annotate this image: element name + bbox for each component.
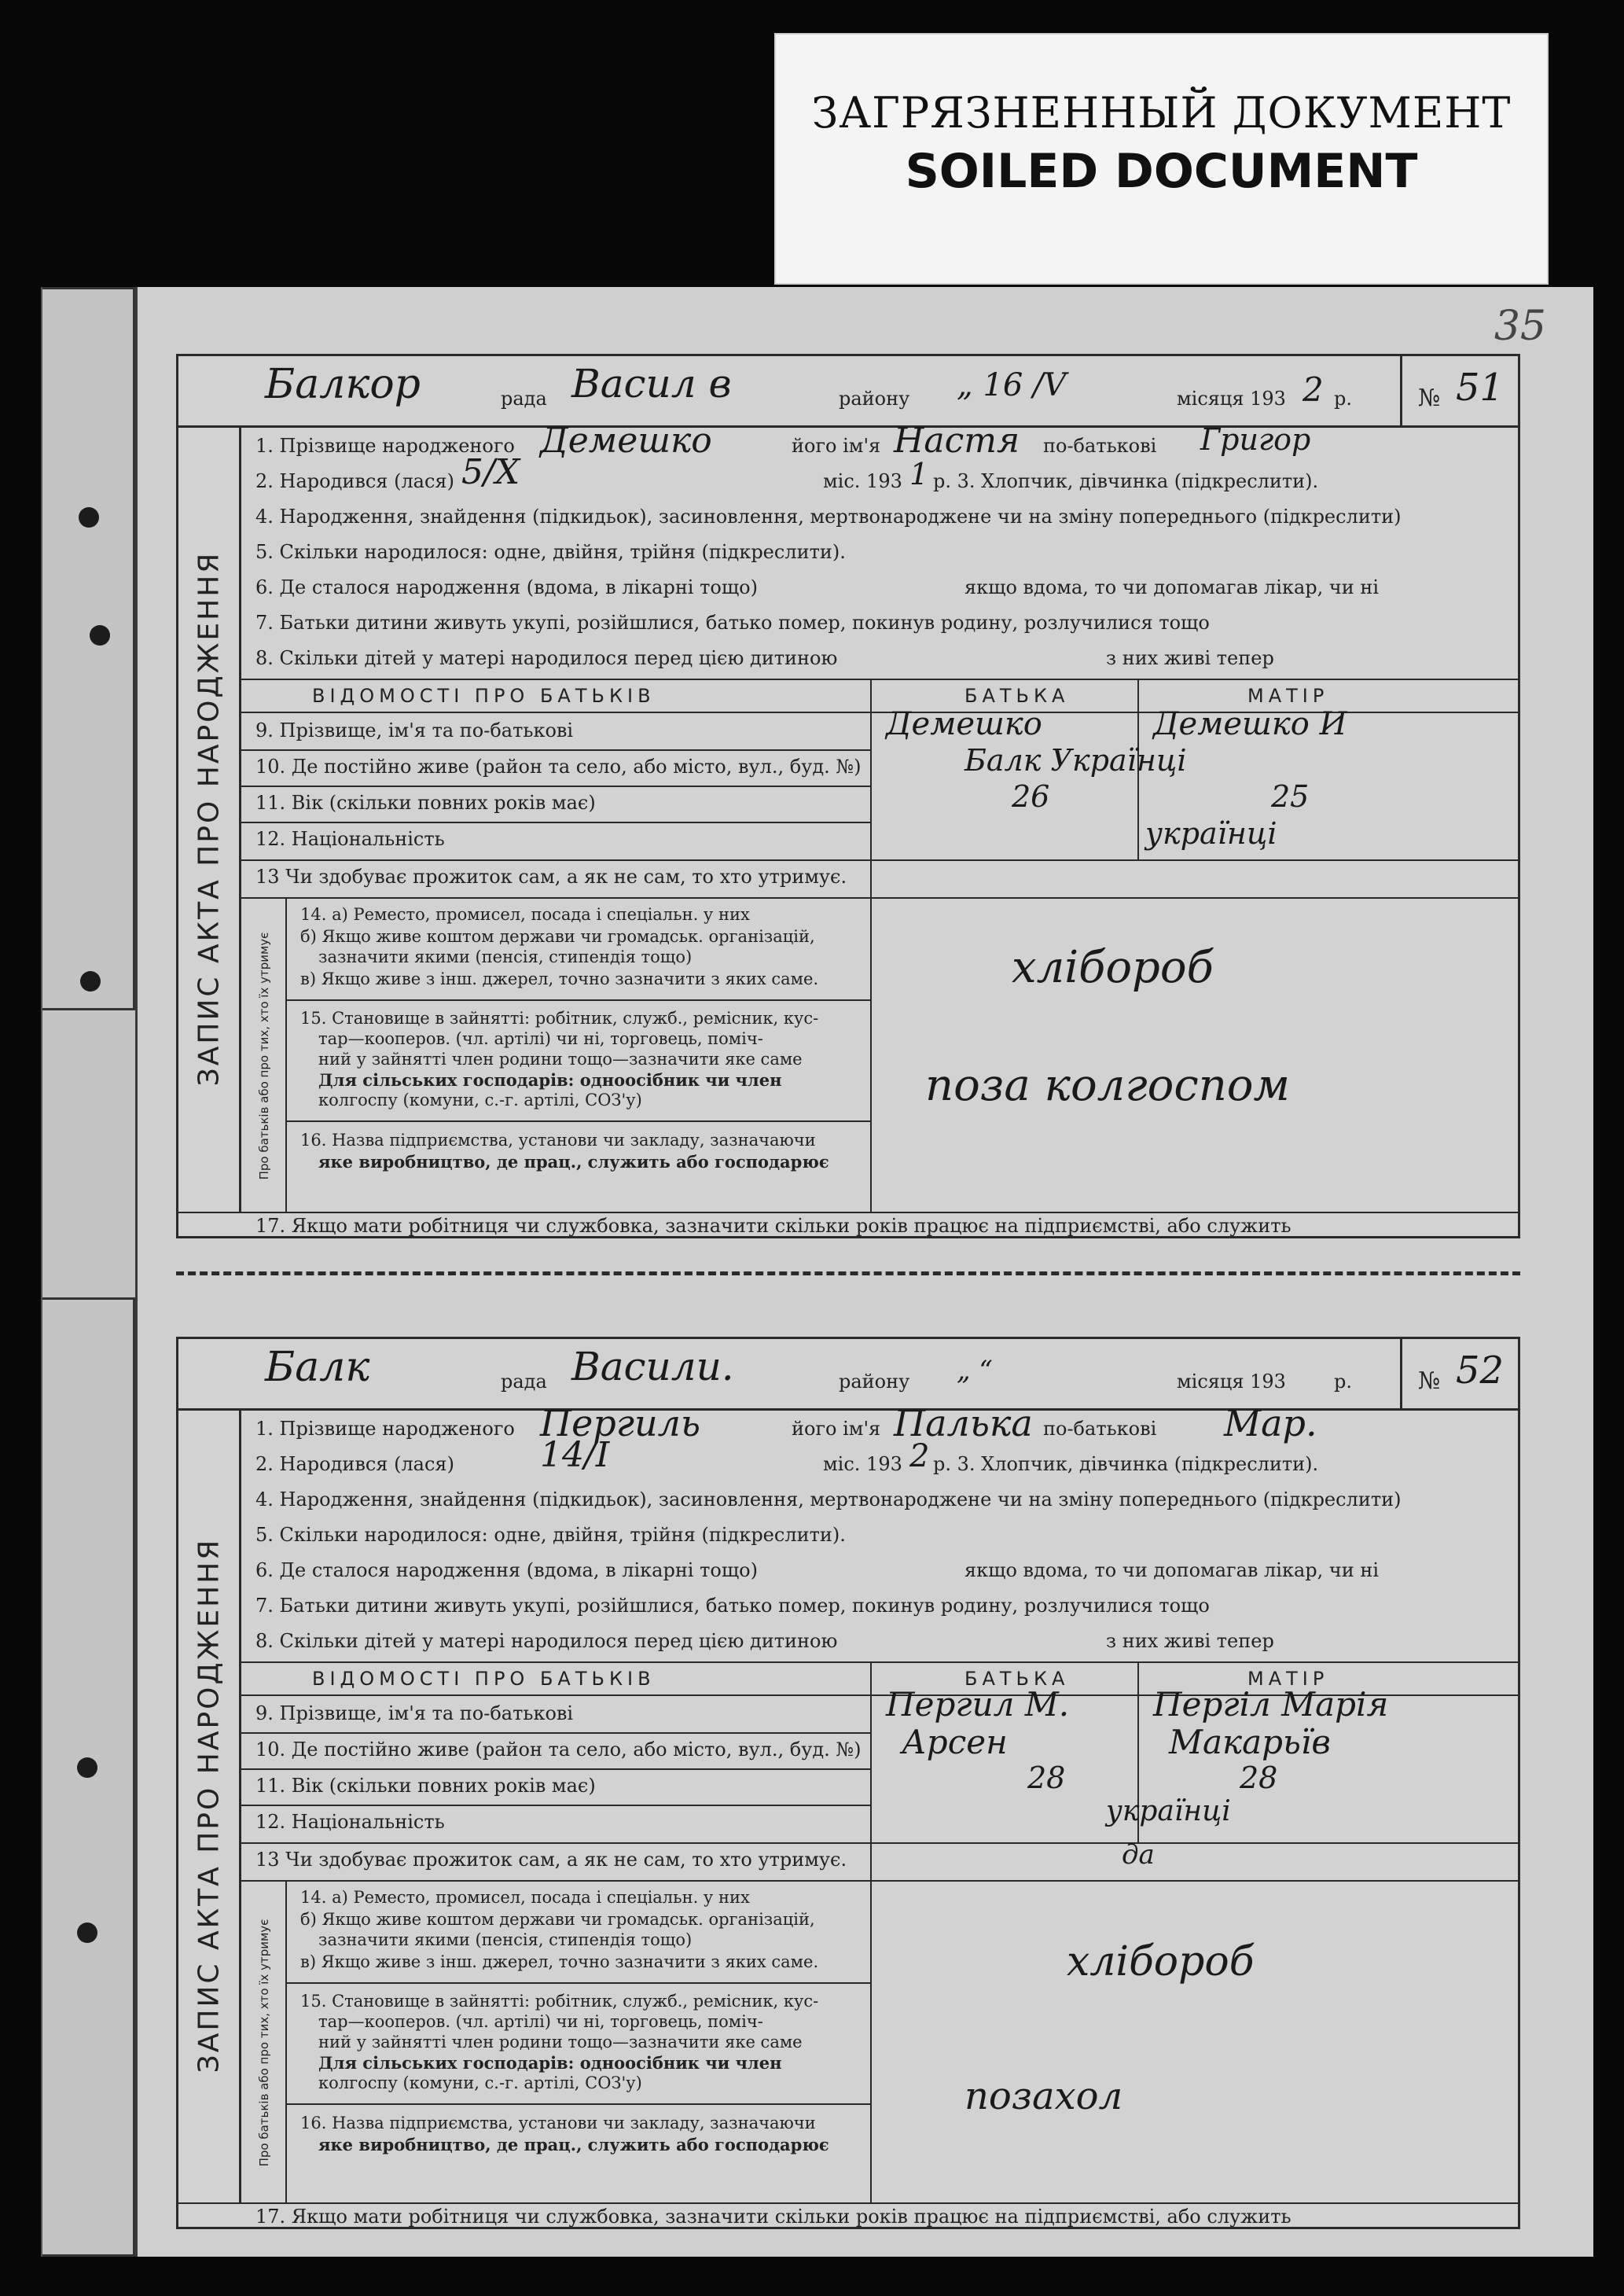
mother-age: 28 [1240, 1761, 1278, 1795]
child-patronymic: Мар. [1224, 1402, 1317, 1444]
page-number: 35 [1494, 303, 1546, 350]
rule [178, 2202, 1518, 2204]
mother-header: МАТІР [1247, 685, 1329, 707]
field-6-label: 6. Де сталося народження (вдома, в лікарні тощо) [255, 576, 758, 598]
rule [241, 897, 1518, 899]
punch-hole [77, 1757, 97, 1778]
record-number: 51 [1456, 366, 1505, 410]
date-value: „ 16 /V [957, 367, 1067, 403]
father-header: БАТЬКА [964, 685, 1070, 707]
employment-status: поза колгоспом [925, 1060, 1290, 1111]
document-page [41, 287, 1593, 2257]
record-number-box [1400, 356, 1518, 425]
field-8b-label: з них живі тепер [1106, 1630, 1274, 1652]
field-12-label: 12. Національність [255, 1811, 445, 1833]
rule [241, 749, 870, 751]
field-15a-label: 15. Становище в зайнятті: робітник, служб., ремісник, кус- [300, 1009, 819, 1028]
punch-hole [79, 507, 99, 528]
column-rule [870, 679, 872, 1212]
field-5-label: 5. Скільки народилося: одне, двійня, трійня (підкреслити). [255, 1524, 846, 1546]
field-1-label: 1. Прізвище народженого [255, 1418, 515, 1440]
field-15b-label: тар—кооперов. (чл. артілі) чи ні, торговець, поміч- [318, 1029, 763, 1048]
field-16a-label: 16. Назва підприємства, установи чи закладу, зазначаючи [300, 1131, 816, 1150]
field-1-patronymic-label: по-батькові [1043, 1418, 1157, 1440]
rule [285, 999, 870, 1001]
spine-box-top [42, 287, 135, 1010]
year-r-label: р. [1334, 1371, 1352, 1393]
record-number: 52 [1456, 1349, 1505, 1393]
field-14c-label: в) Якщо живе з інш. джерел, точно зазначити з яких саме. [300, 1952, 819, 1971]
field-16b-label: яке виробництво, де прац., служить або господарює [318, 1152, 829, 1172]
rada-value: Балкор [265, 361, 421, 408]
field-8b-label: з них живі тепер [1106, 647, 1274, 669]
rule [241, 1732, 870, 1734]
month-label: місяця 193 [1177, 388, 1286, 410]
stamp-english: SOILED DOCUMENT [905, 144, 1418, 199]
field-6b-label: якщо вдома, то чи допомагав лікар, чи ні [964, 576, 1380, 598]
field-7-label: 7. Батьки дитини живуть укупі, розійшлися, батько помер, покинув родину, розлучилися тощо [255, 612, 1210, 634]
rule [285, 1120, 870, 1122]
parents-header: ВІДОМОСТІ ПРО БАТЬКІВ [312, 685, 656, 707]
rule [241, 822, 870, 823]
binding-spine [42, 287, 138, 2257]
parents-header: ВІДОМОСТІ ПРО БАТЬКІВ [312, 1668, 656, 1690]
rule [285, 1982, 870, 1984]
rada-value: Балк [265, 1344, 370, 1391]
field-8-label: 8. Скільки дітей у матері народилося перед цією дитиною [255, 1630, 838, 1652]
field-14a-label: 14. а) Реместо, промисел, посада і спеціальн. у них [300, 905, 750, 924]
mother-age: 25 [1271, 779, 1310, 814]
birth-record-52 [176, 1337, 1520, 2229]
mother-name: Демешко И [1153, 706, 1347, 742]
field-17-label: 17. Якщо мати робітниця чи службовка, зазначити скільки років працює на підприємстві, або служить [255, 1215, 1291, 1237]
nationality: українці [1145, 816, 1277, 851]
field-15d-label: Для сільських господарів: одноосібник чи член [318, 2053, 782, 2073]
field-8-label: 8. Скільки дітей у матері народилося перед цією дитиною [255, 647, 838, 669]
side-title-panel [178, 1408, 241, 2202]
rule [241, 859, 1518, 861]
rule [178, 1212, 1518, 1213]
field-10-label: 10. Де постійно живе (район та село, або місто, вул., буд. №) [255, 1739, 862, 1761]
punch-hole [80, 971, 101, 992]
field-16a-label: 16. Назва підприємства, установи чи закладу, зазначаючи [300, 2114, 816, 2132]
father-name: Демешко [886, 706, 1042, 742]
field-14a-label: 14. а) Реместо, промисел, посада і спеціальн. у них [300, 1888, 750, 1907]
rayon-prefix: Васили. [571, 1344, 734, 1389]
field-11-label: 11. Вік (скільки повних років має) [255, 792, 596, 814]
mother-name: Пергіл Марія [1153, 1685, 1389, 1724]
field-14b2-label: зазначити якими (пенсія, стипендія тощо) [318, 947, 693, 966]
rule [241, 1768, 870, 1770]
year-digit: 2 [1303, 370, 1324, 409]
child-surname: Пергиль [540, 1402, 700, 1444]
field-14b-label: б) Якщо живе коштом держави чи громадськ. організацій, [300, 1910, 815, 1929]
residence: Балк Українці [964, 743, 1187, 778]
number-sign: № [1418, 1367, 1441, 1395]
occupation: хлібороб [1012, 942, 1214, 993]
rule [241, 1805, 870, 1806]
child-name: Палька [894, 1402, 1033, 1444]
number-sign: № [1418, 385, 1441, 412]
parents-subpanel-title: Про батьків або про тих, хто їх утримує [257, 1919, 271, 2167]
rule [241, 1661, 1518, 1663]
father-age: 28 [1027, 1761, 1066, 1795]
field-15b-label: тар—кооперов. (чл. артілі) чи ні, торговець, поміч- [318, 2012, 763, 2031]
field-5-label: 5. Скільки народилося: одне, двійня, трійня (підкреслити). [255, 541, 846, 563]
field-13-label: 13 Чи здобуває прожиток сам, а як не сам, то хто утримує. [255, 1849, 847, 1871]
child-name: Настя [894, 421, 1020, 461]
field-2-label: 2. Народився (лася) [255, 1453, 454, 1475]
field-15e-label: колгоспу (комуни, с.-г. артілі, СОЗ'у) [318, 2073, 642, 2092]
field-15c-label: ний у зайнятті член родини тощо—зазначити яке саме [318, 1050, 803, 1069]
mother-residence: Макарьїв [1169, 1723, 1331, 1761]
rada-label: рада [501, 1371, 547, 1393]
rule [241, 1842, 1518, 1844]
father-name: Пергил М. [886, 1685, 1070, 1724]
birth-year-digit: 2 [909, 1438, 930, 1474]
field-4-label: 4. Народження, знайдення (підкидьок), засиновлення, мертвонароджене чи на зміну попереднього (підкреслити) [255, 506, 1402, 528]
field-2-year-label: міс. 193 [823, 470, 902, 492]
field-4-label: 4. Народження, знайдення (підкидьок), засиновлення, мертвонароджене чи на зміну попереднього (підкреслити) [255, 1488, 1402, 1510]
rule [285, 2103, 870, 2105]
field-12-label: 12. Національність [255, 828, 445, 850]
rada-label: рада [501, 388, 547, 410]
child-surname: Демешко [540, 421, 712, 461]
nationality: українці [1106, 1795, 1231, 1827]
field-15c-label: ний у зайнятті член родини тощо—зазначити яке саме [318, 2033, 803, 2051]
field-9-label: 9. Прізвище, ім'я та по-батькові [255, 719, 574, 741]
record-separator [176, 1271, 1520, 1275]
field-3-label: р. 3. Хлопчик, дівчинка (підкреслити). [933, 1453, 1319, 1475]
field-16b-label: яке виробництво, де прац., служить або господарює [318, 2135, 829, 2154]
rayon-label: району [839, 388, 910, 410]
field-2-label: 2. Народився (лася) [255, 470, 454, 492]
column-rule [870, 1661, 872, 2202]
punch-hole [90, 625, 110, 646]
birth-year-digit: 1 [909, 457, 929, 491]
side-title: ЗАПИС АКТА ПРО НАРОДЖЕННЯ [193, 1537, 225, 2073]
field-11-label: 11. Вік (скільки повних років має) [255, 1775, 596, 1797]
child-patronymic: Григор [1200, 422, 1311, 457]
field-14b2-label: зазначити якими (пенсія, стипендія тощо) [318, 1930, 693, 1949]
field-14b-label: б) Якщо живе коштом держави чи громадськ. організацій, [300, 927, 815, 946]
rule [241, 1880, 1518, 1882]
rayon-label: району [839, 1371, 910, 1393]
side-title-panel [178, 425, 241, 1212]
father-header: БАТЬКА [964, 1668, 1070, 1690]
month-label: місяця 193 [1177, 1371, 1286, 1393]
soiled-document-label [774, 33, 1549, 285]
record-number-box [1400, 1339, 1518, 1408]
field-1-patronymic-label: по-батькові [1043, 435, 1157, 457]
field-1-name-label: його ім'я [792, 435, 881, 457]
rayon-prefix: Васил в [571, 361, 732, 407]
field-7-label: 7. Батьки дитини живуть укупі, розійшлися, батько помер, покинув родину, розлучилися тощо [255, 1595, 1210, 1617]
stamp-russian: ЗАГРЯЗНЕННЫЙ ДОКУМЕНТ [811, 88, 1512, 138]
parents-subpanel-title: Про батьків або про тих, хто їх утримує [257, 932, 271, 1180]
field-17-label: 17. Якщо мати робітниця чи службовка, зазначити скільки років працює на підприємстві, або служить [255, 2206, 1291, 2228]
parents-subpanel [243, 899, 285, 1213]
date-value: „ “ [957, 1355, 993, 1386]
field-10-label: 10. Де постійно живе (район та село, або місто, вул., буд. №) [255, 756, 862, 778]
field-2-year-label: міс. 193 [823, 1453, 902, 1475]
field-13-label: 13 Чи здобуває прожиток сам, а як не сам, то хто утримує. [255, 866, 847, 888]
punch-hole [77, 1923, 97, 1943]
column-rule [285, 897, 287, 1212]
father-age: 26 [1012, 779, 1050, 814]
father-residence: Арсен [902, 1723, 1008, 1761]
field-3-label: р. 3. Хлопчик, дівчинка (підкреслити). [933, 470, 1319, 492]
field-9-label: 9. Прізвище, ім'я та по-батькові [255, 1702, 574, 1724]
field-14c-label: в) Якщо живе з інш. джерел, точно зазначити з яких саме. [300, 970, 819, 988]
employment-status: позахол [964, 2074, 1123, 2118]
field-15a-label: 15. Становище в зайнятті: робітник, служб., ремісник, кус- [300, 1992, 819, 2011]
mother-header: МАТІР [1247, 1668, 1329, 1690]
occupation: хлібороб [1067, 1938, 1255, 1985]
record-header [178, 356, 1518, 428]
field-6-label: 6. Де сталося народження (вдома, в лікарні тощо) [255, 1559, 758, 1581]
field-6b-label: якщо вдома, то чи допомагав лікар, чи ні [964, 1559, 1380, 1581]
field-1-name-label: його ім'я [792, 1418, 881, 1440]
rule [241, 679, 1518, 680]
nationality-continued: да [1122, 1839, 1155, 1871]
parents-subpanel [243, 1882, 285, 2204]
rule [241, 786, 870, 787]
field-1-label: 1. Прізвище народженого [255, 435, 515, 457]
birth-date: 5/X [461, 452, 520, 492]
birth-record-51 [176, 354, 1520, 1238]
record-header [178, 1339, 1518, 1411]
year-r-label: р. [1334, 388, 1352, 410]
field-15e-label: колгоспу (комуни, с.-г. артілі, СОЗ'у) [318, 1091, 642, 1109]
field-15d-label: Для сільських господарів: одноосібник чи член [318, 1070, 782, 1090]
column-rule [285, 1880, 287, 2202]
side-title: ЗАПИС АКТА ПРО НАРОДЖЕННЯ [193, 550, 225, 1087]
birth-date: 14/I [540, 1435, 610, 1475]
